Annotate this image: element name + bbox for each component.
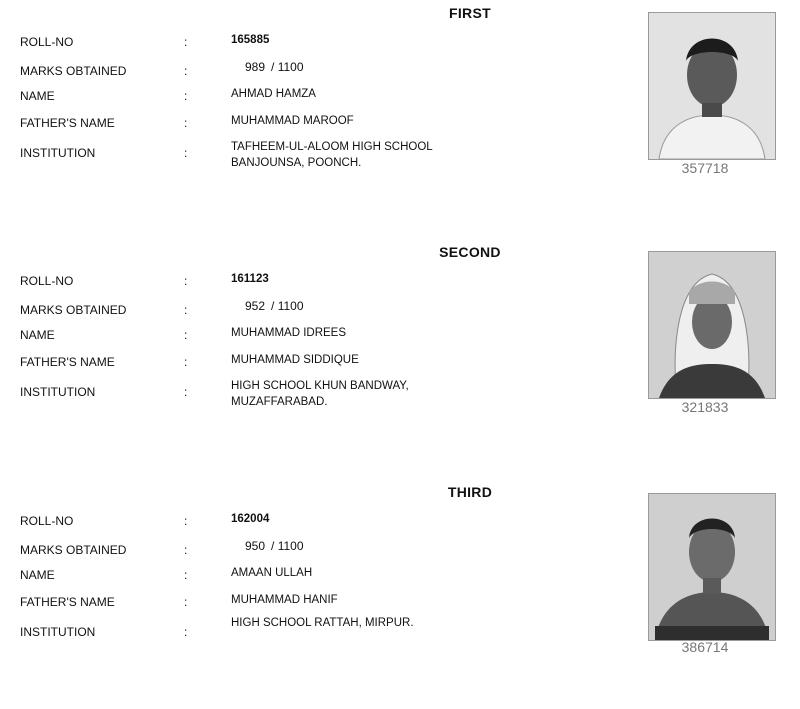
marks-label: MARKS OBTAINED	[20, 64, 127, 78]
institution-value	[231, 378, 409, 410]
colon: :	[184, 355, 188, 369]
marks-label: MARKS OBTAINED	[20, 303, 127, 317]
position-title: FIRST	[449, 5, 491, 21]
student-photo	[648, 251, 776, 399]
colon: :	[184, 64, 188, 78]
father-name-label: FATHER'S NAME	[20, 595, 115, 609]
institution-line-1: HIGH SCHOOL KHUN BANDWAY,	[231, 380, 409, 392]
father-name-value: MUHAMMAD MAROOF	[231, 115, 354, 127]
name-label: NAME	[20, 328, 55, 342]
colon: :	[184, 568, 188, 582]
institution-value	[231, 615, 414, 631]
position-title: THIRD	[447, 484, 493, 500]
institution-line-1: HIGH SCHOOL RATTAH, MIRPUR.	[231, 617, 414, 629]
colon: :	[184, 146, 188, 160]
father-name-value: MUHAMMAD SIDDIQUE	[231, 354, 359, 366]
marks-value	[245, 299, 304, 313]
colon: :	[184, 514, 188, 528]
name-value: AHMAD HAMZA	[231, 88, 316, 100]
roll-no-label: ROLL-NO	[20, 35, 74, 49]
portrait-placeholder-icon	[649, 252, 775, 398]
student-photo	[648, 12, 776, 160]
photo-number: 357718	[681, 160, 729, 176]
colon: :	[184, 328, 188, 342]
marks-total: / 1100	[271, 539, 304, 553]
colon: :	[184, 625, 188, 639]
marks-obtained: 952	[245, 299, 266, 313]
institution-label: INSTITUTION	[20, 385, 96, 399]
colon: :	[184, 116, 188, 130]
colon: :	[184, 385, 188, 399]
marks-total: / 1100	[271, 299, 304, 313]
colon: :	[184, 595, 188, 609]
marks-value	[245, 539, 304, 553]
position-title: SECOND	[439, 244, 501, 260]
colon: :	[184, 89, 188, 103]
student-photo	[648, 493, 776, 641]
roll-no-value: 165885	[231, 34, 270, 46]
father-name-label: FATHER'S NAME	[20, 355, 115, 369]
institution-line-2: BANJOUNSA, POONCH.	[231, 157, 362, 169]
marks-obtained: 989	[245, 60, 266, 74]
position-block-third	[0, 479, 800, 709]
marks-obtained: 950	[245, 539, 266, 553]
colon: :	[184, 543, 188, 557]
colon: :	[184, 274, 188, 288]
institution-value	[231, 139, 433, 171]
institution-line-1: TAFHEEM-UL-ALOOM HIGH SCHOOL	[231, 141, 433, 153]
photo-number: 386714	[681, 639, 729, 655]
roll-no-label: ROLL-NO	[20, 514, 74, 528]
portrait-placeholder-icon	[649, 494, 775, 640]
roll-no-value: 161123	[231, 273, 269, 285]
institution-label: INSTITUTION	[20, 146, 96, 160]
roll-no-label: ROLL-NO	[20, 274, 74, 288]
name-label: NAME	[20, 89, 55, 103]
portrait-placeholder-icon	[649, 13, 775, 159]
father-name-value: MUHAMMAD HANIF	[231, 594, 338, 606]
father-name-label: FATHER'S NAME	[20, 116, 115, 130]
photo-number: 321833	[681, 399, 729, 415]
colon: :	[184, 35, 188, 49]
marks-value	[245, 60, 304, 74]
marks-label: MARKS OBTAINED	[20, 543, 127, 557]
name-value: AMAAN ULLAH	[231, 567, 313, 579]
institution-line-2: MUZAFFARABAD.	[231, 396, 328, 408]
position-block-first	[0, 0, 800, 230]
name-label: NAME	[20, 568, 55, 582]
name-value: MUHAMMAD IDREES	[231, 327, 347, 339]
institution-label: INSTITUTION	[20, 625, 96, 639]
roll-no-value: 162004	[231, 513, 270, 525]
marks-total: / 1100	[271, 60, 304, 74]
position-block-second	[0, 239, 800, 469]
colon: :	[184, 303, 188, 317]
